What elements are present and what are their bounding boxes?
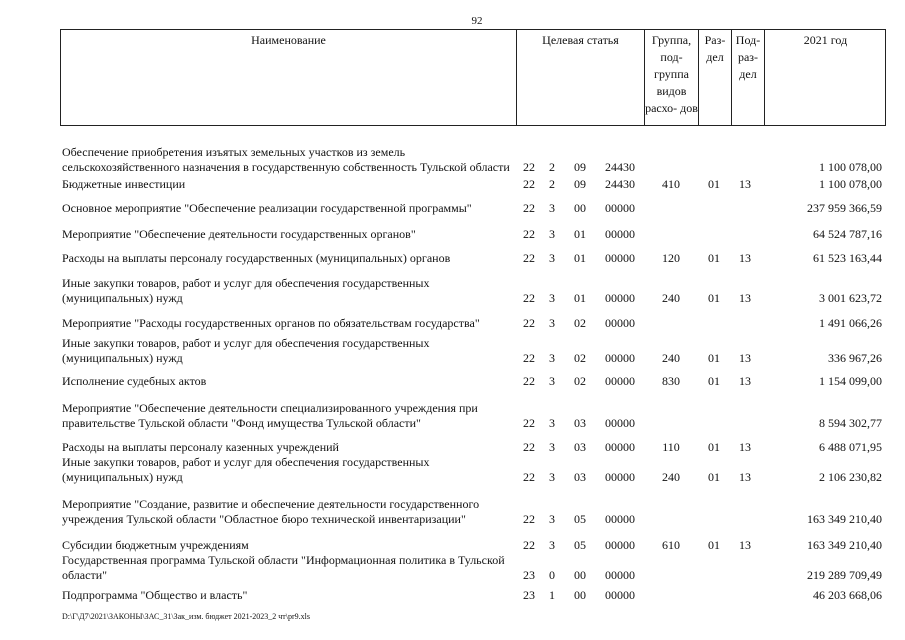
subsection-code: 13 xyxy=(739,538,751,552)
row-name: Иные закупки товаров, работ и услуг для обеспечения государственных (муниципальных) нужд xyxy=(62,455,430,484)
target-code-3: 00 xyxy=(574,588,586,602)
subsection-code: 13 xyxy=(739,470,751,484)
subsection-code: 13 xyxy=(739,177,751,191)
target-code-3: 01 xyxy=(574,227,586,241)
target-code-4: 24430 xyxy=(605,177,635,191)
target-code-4: 00000 xyxy=(605,201,635,215)
target-code-2: 3 xyxy=(549,538,555,552)
amount-2021: 336 967,26 xyxy=(828,351,882,365)
target-code-2: 3 xyxy=(549,416,555,430)
target-code-4: 00000 xyxy=(605,588,635,602)
expense-group: 120 xyxy=(662,251,680,265)
amount-2021: 46 203 668,06 xyxy=(813,588,882,602)
header-section: Раз- дел xyxy=(698,30,731,125)
target-code-2: 0 xyxy=(549,568,555,582)
target-code-4: 00000 xyxy=(605,291,635,305)
table-row xyxy=(0,543,905,603)
target-code-2: 3 xyxy=(549,374,555,388)
target-code-2: 3 xyxy=(549,351,555,365)
target-code-4: 00000 xyxy=(605,316,635,330)
target-code-1: 22 xyxy=(523,160,535,174)
section-code: 01 xyxy=(708,374,720,388)
amount-2021: 163 349 210,40 xyxy=(807,538,882,552)
amount-2021: 61 523 163,44 xyxy=(813,251,882,265)
row-name: Обеспечение приобретения изъятых земельных участков из земель сельскохозяйственного назначения в государственную собственность Тульской области xyxy=(62,145,510,174)
target-code-1: 22 xyxy=(523,374,535,388)
section-code: 01 xyxy=(708,291,720,305)
target-code-1: 22 xyxy=(523,291,535,305)
target-code-2: 1 xyxy=(549,588,555,602)
row-name: Расходы на выплаты персоналу государственных (муниципальных) органов xyxy=(62,251,451,265)
expense-group: 610 xyxy=(662,538,680,552)
target-code-2: 2 xyxy=(549,177,555,191)
row-name: Расходы на выплаты персоналу казенных учреждений xyxy=(62,440,339,454)
amount-2021: 237 959 366,59 xyxy=(807,201,882,215)
row-name: Бюджетные инвестиции xyxy=(62,177,186,191)
amount-2021: 219 289 709,49 xyxy=(807,568,882,582)
target-code-1: 22 xyxy=(523,416,535,430)
subsection-code: 13 xyxy=(739,251,751,265)
target-code-3: 00 xyxy=(574,201,586,215)
target-code-3: 03 xyxy=(574,416,586,430)
row-name: Мероприятие "Обеспечение деятельности специализированного учреждения при правительстве Тульской области "Фонд имущества Тульской области" xyxy=(62,401,478,430)
target-code-1: 22 xyxy=(523,351,535,365)
target-code-3: 00 xyxy=(574,568,586,582)
expense-group: 240 xyxy=(662,291,680,305)
target-code-3: 09 xyxy=(574,160,586,174)
target-code-3: 09 xyxy=(574,177,586,191)
subsection-code: 13 xyxy=(739,374,751,388)
target-code-4: 00000 xyxy=(605,227,635,241)
target-code-3: 02 xyxy=(574,316,586,330)
amount-2021: 8 594 302,77 xyxy=(819,416,882,430)
subsection-code: 13 xyxy=(739,440,751,454)
amount-2021: 2 106 230,82 xyxy=(819,470,882,484)
target-code-2: 3 xyxy=(549,316,555,330)
row-name: Иные закупки товаров, работ и услуг для обеспечения государственных (муниципальных) нужд xyxy=(62,276,430,305)
target-code-2: 3 xyxy=(549,201,555,215)
row-name: Исполнение судебных актов xyxy=(62,374,207,388)
amount-2021: 3 001 623,72 xyxy=(819,291,882,305)
target-code-3: 02 xyxy=(574,351,586,365)
section-code: 01 xyxy=(708,251,720,265)
target-code-2: 3 xyxy=(549,227,555,241)
row-name: Государственная программа Тульской области "Информационная политика в Тульской области" xyxy=(62,553,505,582)
table-header xyxy=(60,29,886,126)
expense-group: 110 xyxy=(662,440,680,454)
target-code-2: 3 xyxy=(549,470,555,484)
target-code-1: 23 xyxy=(523,568,535,582)
header-subsection: Под- раз- дел xyxy=(731,30,764,125)
target-code-3: 01 xyxy=(574,291,586,305)
target-code-3: 03 xyxy=(574,470,586,484)
amount-2021: 1 491 066,26 xyxy=(819,316,882,330)
expense-group: 410 xyxy=(662,177,680,191)
row-name: Иные закупки товаров, работ и услуг для обеспечения государственных (муниципальных) нужд xyxy=(62,336,430,365)
section-code: 01 xyxy=(708,440,720,454)
header-group: Группа, под- группа видов расхо- дов xyxy=(644,30,698,125)
section-code: 01 xyxy=(708,538,720,552)
row-name: Подпрограмма "Общество и власть" xyxy=(62,588,248,602)
row-name: Мероприятие "Расходы государственных органов по обязательствам государства" xyxy=(62,316,480,330)
target-code-2: 3 xyxy=(549,440,555,454)
row-name: Субсидии бюджетным учреждениям xyxy=(62,538,249,552)
expense-group: 240 xyxy=(662,470,680,484)
target-code-1: 22 xyxy=(523,470,535,484)
target-code-4: 00000 xyxy=(605,251,635,265)
target-code-1: 22 xyxy=(523,227,535,241)
target-code-1: 22 xyxy=(523,440,535,454)
target-code-1: 22 xyxy=(523,512,535,526)
target-code-3: 02 xyxy=(574,374,586,388)
target-code-4: 00000 xyxy=(605,440,635,454)
section-code: 01 xyxy=(708,351,720,365)
subsection-code: 13 xyxy=(739,291,751,305)
target-code-4: 00000 xyxy=(605,470,635,484)
amount-2021: 1 100 078,00 xyxy=(819,177,882,191)
amount-2021: 1 154 099,00 xyxy=(819,374,882,388)
amount-2021: 64 524 787,16 xyxy=(813,227,882,241)
target-code-2: 3 xyxy=(549,512,555,526)
amount-2021: 163 349 210,40 xyxy=(807,512,882,526)
target-code-3: 05 xyxy=(574,538,586,552)
amount-2021: 1 100 078,00 xyxy=(819,160,882,174)
target-code-4: 00000 xyxy=(605,568,635,582)
expense-group: 830 xyxy=(662,374,680,388)
section-code: 01 xyxy=(708,470,720,484)
page-number: 92 xyxy=(471,15,483,27)
target-code-3: 03 xyxy=(574,440,586,454)
header-target: Целевая статья xyxy=(516,30,644,125)
header-name: Наименование xyxy=(251,33,326,47)
target-code-1: 22 xyxy=(523,251,535,265)
file-path-footer: D:\Г\Д7\2021\ЗАКОНЫ\ЗАС_31\Зак_изм. бюджет 2021-2023_2 чт\pr9.xls xyxy=(62,612,311,621)
target-code-2: 2 xyxy=(549,160,555,174)
target-code-3: 01 xyxy=(574,251,586,265)
target-code-2: 3 xyxy=(549,291,555,305)
target-code-3: 05 xyxy=(574,512,586,526)
target-code-4: 24430 xyxy=(605,160,635,174)
section-code: 01 xyxy=(708,177,720,191)
row-name: Основное мероприятие "Обеспечение реализации государственной программы" xyxy=(62,201,472,215)
row-name: Мероприятие "Создание, развитие и обеспечение деятельности государственного учреждения Тульской области "Областное бюро технической инвентаризации" xyxy=(62,497,480,526)
amount-2021: 6 488 071,95 xyxy=(819,440,882,454)
target-code-2: 3 xyxy=(549,251,555,265)
target-code-4: 00000 xyxy=(605,374,635,388)
row-name: Мероприятие "Обеспечение деятельности государственных органов" xyxy=(62,227,416,241)
target-code-1: 22 xyxy=(523,316,535,330)
header-year: 2021 год xyxy=(764,30,886,125)
target-code-4: 00000 xyxy=(605,351,635,365)
target-code-1: 23 xyxy=(523,588,535,602)
expense-group: 240 xyxy=(662,351,680,365)
target-code-1: 22 xyxy=(523,177,535,191)
target-code-4: 00000 xyxy=(605,416,635,430)
target-code-4: 00000 xyxy=(605,512,635,526)
target-code-4: 00000 xyxy=(605,538,635,552)
subsection-code: 13 xyxy=(739,351,751,365)
target-code-1: 22 xyxy=(523,201,535,215)
target-code-1: 22 xyxy=(523,538,535,552)
